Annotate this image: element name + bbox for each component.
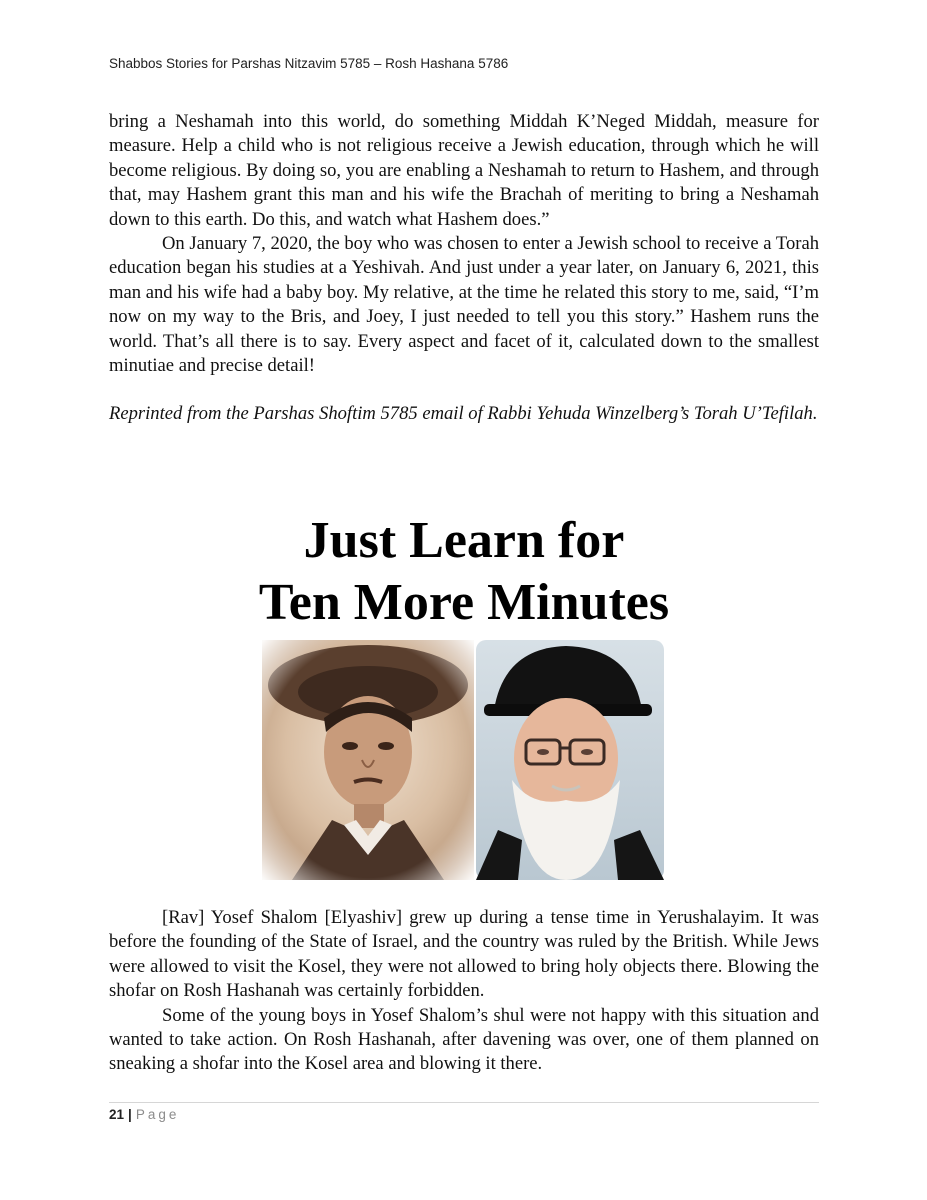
article-title-line-2: Ten More Minutes <box>258 574 670 631</box>
article-body <box>109 906 819 1077</box>
portrait-photos <box>262 640 664 880</box>
article-paragraph-1: [Rav] Yosef Shalom [Elyashiv] grew up during a tense time in Yerushalayim. It was before the founding of the State of Israel, and the country was ruled by the British. While Jews were allowed to visit the Kosel, they were not allowed to bring holy objects there. Blowing the shofar on Rosh Hashanah was certainly forbidden. <box>109 907 819 1002</box>
elder-portrait <box>476 640 664 880</box>
article-title-line-1: Just Learn for <box>303 512 625 569</box>
portrait-illustration <box>262 640 664 880</box>
page-footer <box>109 1107 179 1122</box>
page-label: Page <box>135 1107 180 1122</box>
footer-divider <box>109 1102 819 1103</box>
story-paragraph-2: On January 7, 2020, the boy who was chosen to enter a Jewish school to receive a Torah education began his studies at a Yeshivah. And just under a year later, on January 6, 2021, this man and his wife had a baby boy. My relative, at the time he related this story to me, said, “I’m now on my way to the Bris, and Joey, I just needed to tell you this story.” Hashem runs the world. That’s all there is to say. Every aspect and facet of it, calculated down to the smallest minutiae and precise detail! <box>109 233 819 377</box>
running-header: Shabbos Stories for Parshas Nitzavim 5785 – Rosh Hashana 5786 <box>109 56 509 71</box>
reprint-credit: Reprinted from the Parshas Shoftim 5785 email of Rabbi Yehuda Winzelberg’s Torah U’Tefilah. <box>109 403 818 425</box>
story-paragraph-1: bring a Neshamah into this world, do something Middah K’Neged Middah, measure for measure. Help a child who is not religious receive a Jewish education, through which he will become religious. By doing so, you are enabling a Neshamah to return to Hashem, and through that, may Hashem grant this man and his wife the Brachah of meriting to bring a Neshamah down to this earth. Do this, and watch what Hashem does.” <box>109 111 819 230</box>
article-paragraph-2: Some of the young boys in Yosef Shalom’s shul were not happy with this situation and wanted to take action. On Rosh Hashanah, after davening was over, one of them planned on sneaking a shofar into the Kosel area and blowing it there. <box>109 1004 819 1075</box>
story-continuation <box>109 110 819 427</box>
young-portrait <box>262 640 474 880</box>
article-title <box>109 510 819 634</box>
footer-separator: | <box>128 1107 132 1122</box>
page-number: 21 <box>109 1107 125 1122</box>
